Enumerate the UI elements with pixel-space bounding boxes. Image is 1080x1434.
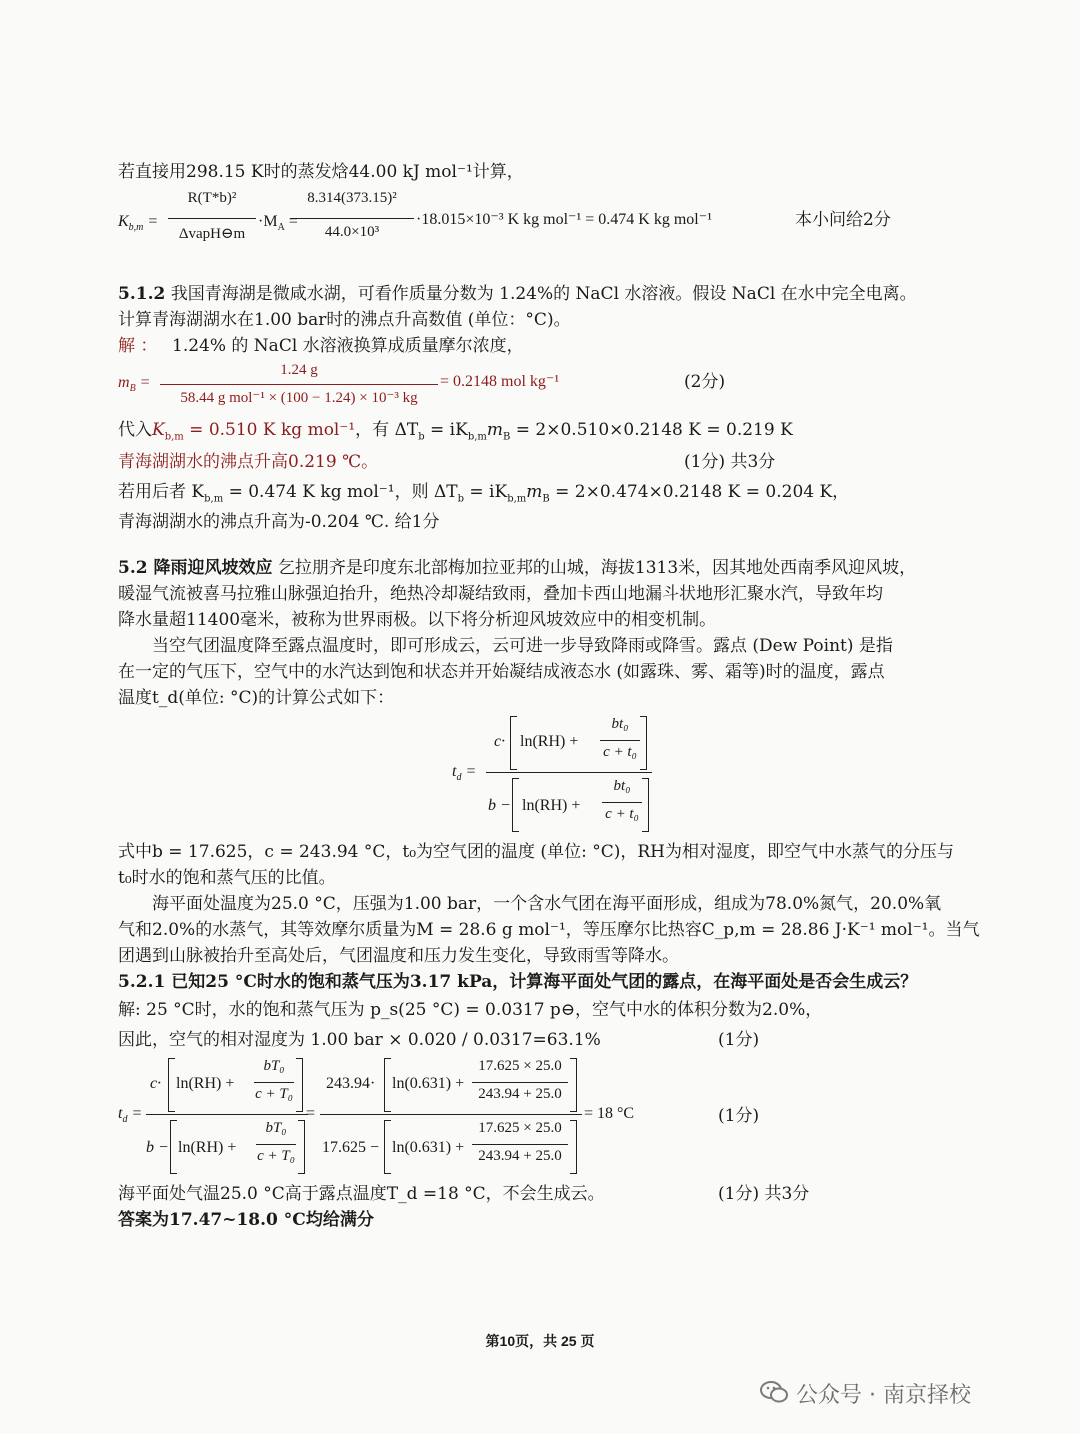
s52-line2: 暖湿气流被喜马拉雅山脉强迫抬升，绝热冷却凝结致雨，叠加卡西山地漏斗状地形汇聚水汽，导致年均 [118,584,883,604]
bracket-right-1 [640,716,647,770]
formula-ct-2: c + t₀ [605,806,639,822]
formula-inner-bar-1 [600,740,640,741]
s52-line7: 式中b = 17.625，c = 243.94 °C，t₀为空气团的温度 (单位: °C)，RH为相对湿度，即空气中水蒸气的分压与 [118,842,954,862]
s52-line8: t₀时水的饱和蒸气压的比值。 [118,868,336,888]
f2-c: c· [150,1075,162,1092]
v-ln-1: ln(0.631) + [392,1075,465,1092]
td-score: (1分) [718,1106,760,1126]
kbm-num: R(T*b)² [187,190,237,206]
f2-bracket-left-1 [168,1058,175,1112]
f2-bT-2: bT₀ [265,1120,287,1136]
f2-cT-2: c + T₀ [257,1148,295,1164]
kbm-ma: $\cdot M_A$ = [258,213,298,234]
bracket-left-1 [510,716,517,770]
answer-line: 答案为17.47~18.0 °C均给满分 [118,1210,374,1230]
s52-line6: 温度t_d(单位: °C)的计算公式如下： [118,688,395,708]
page-footer: 第10页，共 25 页 [485,1333,595,1349]
kbm-den: ΔvapH⊖m [178,226,246,242]
bracket-left-2 [512,778,519,832]
kbm-tail: ·18.015×10⁻³ K kg mol⁻¹ = 0.474 K kg mol⁻¹ [416,211,712,228]
formula-b: b − [488,797,511,814]
kbm-num2: 8.314(373.15)² [307,190,397,206]
rise-line: 青海湖湖水的沸点升高0.219 ℃。 [118,452,379,472]
intro-line: 若直接用298.15 K时的蒸发焓44.00 kJ mol⁻¹计算， [118,162,524,182]
f2-bracket-left-2 [170,1120,177,1174]
td2-label: $t_d$ = [118,1105,143,1126]
f2-cT-1: c + T₀ [255,1086,293,1102]
s52-line5: 在一定的气压下，空气中的水汽达到饱和状态并开始凝结成液态水 (如露珠、雾、霜等)时的温度，露点 [118,662,885,682]
dairu-line: 代入$K_{b,m} = 0.510$ K kg mol⁻¹，有 $\Delta T_b = iK_{b,m}m_B = 2\times 0.510\times 0.2148$ K = 0.219 K [118,420,793,443]
formula-bt-1: bt₀ [611,716,629,732]
v-den-2: 243.94 + 25.0 [478,1148,562,1164]
v-b: 17.625 − [322,1139,380,1156]
v-num-1: 17.625 × 25.0 [478,1058,562,1074]
kbm-den2: 44.0×10³ [324,224,380,240]
v-bracket-left-1 [384,1058,391,1112]
v-den-1: 243.94 + 25.0 [478,1086,562,1102]
s52-line10: 气和2.0%的水蒸气，其等效摩尔质量为M = 28.6 g mol⁻¹，等压摩尔比热容C_p,m = 28.86 J·K⁻¹ mol⁻¹。当气 [118,920,980,940]
f2-inner-bar-2 [256,1144,296,1145]
alt-result: 青海湖湖水的沸点升高为-0.204 ℃. 给1分 [118,512,440,532]
rh-score: (1分) [718,1030,760,1050]
v-num-2: 17.625 × 25.0 [478,1120,562,1136]
v-result: = 18 °C [584,1105,635,1122]
f2-ln-2: ln(RH) + [178,1139,237,1156]
mb-fraction-bar [160,384,438,385]
s52-line3: 降水量超11400毫米，被称为世界雨极。以下将分析迎风坡效应中的相变机制。 [118,610,717,630]
mb-lhs: $m_B$ = [118,374,151,395]
s52-line9: 海平面处温度为25.0 °C，压强为1.00 bar，一个含水气团在海平面形成，组成为78.0%氮气，20.0%氧 [152,894,942,914]
f2-bracket-right-1 [296,1058,303,1112]
formula-ln-2: ln(RH) + [522,797,581,814]
s52-line1: 5.2 降雨迎风坡效应 乞拉朋齐是印度东北部梅加拉亚邦的山城，海拔1313米，因其地处西南季风迎风坡， [118,558,917,578]
formula-bt-2: bt₀ [613,778,631,794]
formula-c: c· [494,733,506,750]
mb-value: = 0.2148 mol kg⁻¹ [440,373,560,390]
v-ln-2: ln(0.631) + [392,1139,465,1156]
q521: 5.2.1 已知25 °C时水的饱和蒸气压为3.17 kPa，计算海平面处气团的露点，在海平面处是否会生成云？ [118,972,918,992]
f2-bT-1: bT₀ [263,1058,285,1074]
solution-line1: 1.24% 的 NaCl 水溶液换算成质量摩尔浓度， [172,336,524,356]
q512-line2: 计算青海湖湖水在1.00 bar时的沸点升高数值 (单位：°C)。 [118,310,571,330]
mb-den: 58.44 g mol⁻¹ × (100 − 1.24) × 10⁻³ kg [180,390,418,406]
td-label: $t_d$ = [452,763,477,784]
equals-sign: = [306,1105,316,1122]
kbm-lhs: $K_{b,m}$ = [118,213,159,234]
q512-line1: 5.1.2 我国青海湖是微咸水湖，可看作质量分数为 1.24%的 NaCl 水溶液。假设 NaCl 在水中完全电离。 [118,284,917,304]
f2-b: b − [146,1139,169,1156]
kbm-fraction-bar [168,218,256,219]
rh-line: 因此，空气的相对湿度为 1.00 bar × 0.020 / 0.0317=63.1% [118,1030,601,1050]
s52-line4: 当空气团温度降至露点温度时，即可形成云，云可进一步导致降雨或降雪。露点 (Dew Point) 是指 [152,636,893,656]
formula-inner-bar-2 [602,802,642,803]
v-bracket-right-1 [570,1058,577,1112]
mb-score: (2分) [684,372,726,392]
v-bracket-left-2 [384,1120,391,1174]
rise-score: (1分) 共3分 [684,452,776,472]
kbm-score: 本小问给2分 [795,210,891,230]
f2-inner-bar-1 [254,1082,294,1083]
formula-ct-1: c + t₀ [603,744,637,760]
formula-ln-1: ln(RH) + [520,733,579,750]
v-inner-bar-1 [472,1082,568,1083]
solution-label: 解 ： [118,336,158,356]
conclusion-score: (1分) 共3分 [718,1184,810,1204]
v-c: 243.94· [326,1075,376,1092]
q521-solution: 解: 25 °C时，水的饱和蒸气压为 p_s(25 °C) = 0.0317 p⊖，空气中水的体积分数为2.0%， [118,1000,823,1020]
watermark-text: 公众号 · 南京择校 [796,1383,971,1408]
mb-num: 1.24 g [280,362,318,378]
formula-main-bar [486,772,652,773]
s52-line11: 团遇到山脉被抬升至高处后，气团温度和压力发生变化，导致雨雪等降水。 [118,946,679,966]
bracket-right-2 [642,778,649,832]
v-inner-bar-2 [472,1144,568,1145]
v-main-bar [320,1114,582,1115]
f2-main-bar [146,1114,308,1115]
v-bracket-right-2 [570,1120,577,1174]
f2-ln-1: ln(RH) + [176,1075,235,1092]
kbm-fraction-bar2 [290,218,414,219]
alt-line: 若用后者 $K_{b,m} = 0.474$ K kg mol⁻¹，则 $\Delta T_b = iK_{b,m}m_B = 2\times 0.474\times 0.2148$ K = 0.204 K， [118,482,850,505]
wechat-icon [760,1380,788,1404]
f2-bracket-right-2 [298,1120,305,1174]
conclusion-line: 海平面处气温25.0 °C高于露点温度T_d =18 °C，不会生成云。 [118,1184,605,1204]
